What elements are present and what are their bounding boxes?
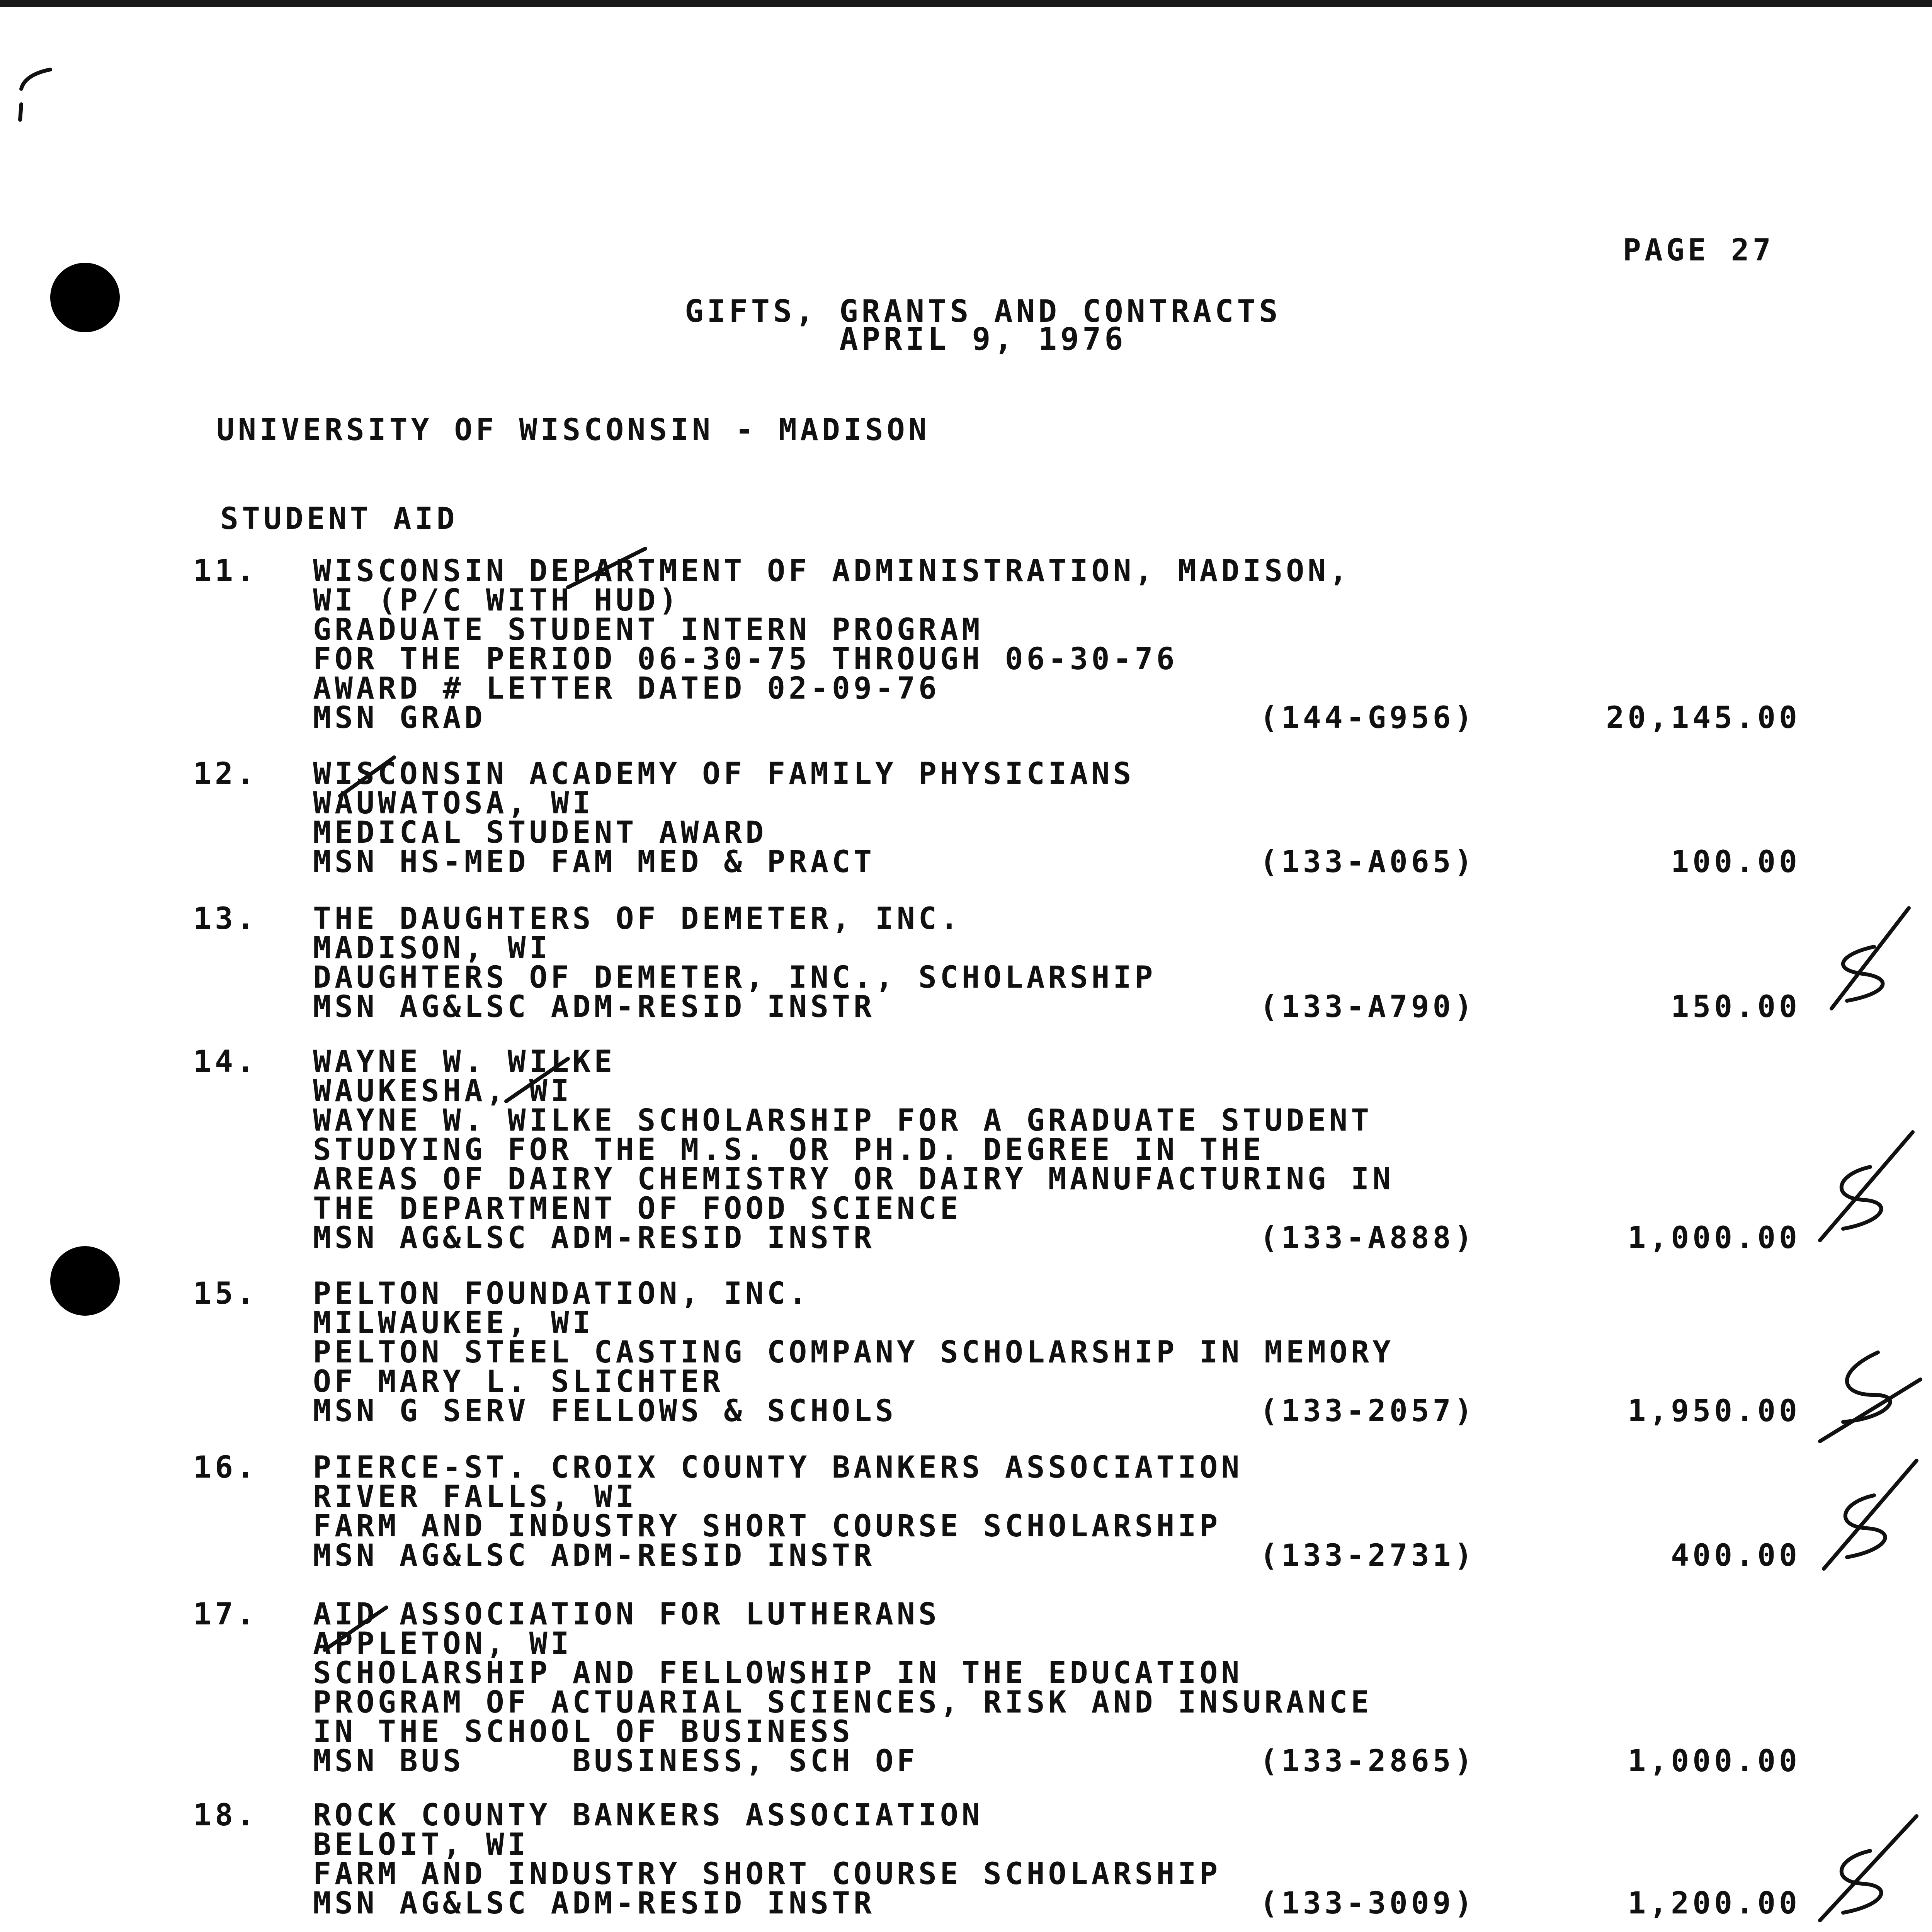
entry-line: GRADUATE STUDENT INTERN PROGRAM <box>313 612 983 647</box>
entry-line: STUDYING FOR THE M.S. OR PH.D. DEGREE IN THE <box>313 1133 1265 1167</box>
grant-amount: 1,200.00 <box>1628 1886 1801 1921</box>
institution-heading: UNIVERSITY OF WISCONSIN - MADISON <box>216 413 930 447</box>
document-title: GIFTS, GRANTS AND CONTRACTS <box>685 293 1281 329</box>
handwritten-check-mark-15 <box>1812 1337 1928 1453</box>
account-number: (133-A065) <box>1260 845 1476 879</box>
entry-line: PELTON FOUNDATION, INC. <box>313 1276 811 1311</box>
entry-description <box>313 1450 1243 1573</box>
entry-line: RIVER FALLS, WI <box>313 1480 638 1514</box>
entry-line: WI (P/C WITH HUD) <box>313 583 681 618</box>
entry-line: FARM AND INDUSTRY SHORT COURSE SCHOLARSHIP <box>313 1857 1221 1891</box>
entry-line: FOR THE PERIOD 06-30-75 THROUGH 06-30-76 <box>313 642 1178 677</box>
entry-line: BELOIT, WI <box>313 1827 529 1862</box>
punch-hole-middle <box>50 1246 120 1316</box>
grant-amount: 400.00 <box>1671 1538 1801 1573</box>
entry-line: WISCONSIN ACADEMY OF FAMILY PHYSICIANS <box>313 757 1135 791</box>
entry-line: MEDICAL STUDENT AWARD <box>313 815 767 850</box>
entry-line: MSN AG&LSC ADM-RESID INSTR <box>313 1221 875 1255</box>
entry-line: APPLETON, WI <box>313 1626 573 1661</box>
entry-line: MSN AG&LSC ADM-RESID INSTR <box>313 990 875 1024</box>
entry-description <box>313 759 1134 877</box>
section-heading: STUDENT AID <box>220 502 458 536</box>
entry-line: THE DAUGHTERS OF DEMETER, INC. <box>313 901 962 936</box>
account-number: (133-2731) <box>1260 1538 1476 1573</box>
handwritten-tick-14 <box>498 1051 576 1109</box>
entry-line: WISCONSIN DEPARTMENT OF ADMINISTRATION, MADISON, <box>313 554 1351 588</box>
handwritten-check-mark-13 <box>1816 900 1924 1024</box>
entry-line: MSN BUS BUSINESS, SCH OF <box>313 1744 918 1779</box>
entry-line: MSN G SERV FELLOWS & SCHOLS <box>313 1394 897 1429</box>
account-number: (133-A790) <box>1260 990 1476 1024</box>
grant-amount: 100.00 <box>1671 845 1801 879</box>
handwritten-tick-11 <box>560 541 653 595</box>
entry-line: AID ASSOCIATION FOR LUTHERANS <box>313 1597 940 1632</box>
handwritten-check-mark-18 <box>1808 1808 1924 1932</box>
corner-pen-mark <box>12 62 58 128</box>
handwritten-tick-12 <box>332 750 402 804</box>
entry-line: MILWAUKEE, WI <box>313 1306 594 1340</box>
grant-amount: 1,950.00 <box>1628 1394 1801 1429</box>
entry-description <box>313 901 1156 1024</box>
entry-number: 15. <box>193 1276 258 1311</box>
grant-amount: 1,000.00 <box>1628 1221 1801 1255</box>
grant-amount: 1,000.00 <box>1628 1744 1801 1779</box>
grant-amount: 20,145.00 <box>1606 701 1801 735</box>
entry-number: 18. <box>193 1798 258 1833</box>
entry-line: MSN GRAD <box>313 701 486 735</box>
entry-line: WAUWATOSA, WI <box>313 786 594 821</box>
entry-number: 16. <box>193 1450 258 1485</box>
entry-number: 13. <box>193 901 258 936</box>
entry-line: DAUGHTERS OF DEMETER, INC., SCHOLARSHIP <box>313 960 1156 995</box>
entry-description <box>313 1798 1221 1921</box>
entry-line: PELTON STEEL CASTING COMPANY SCHOLARSHIP IN MEMORY <box>313 1335 1394 1370</box>
entry-line: FARM AND INDUSTRY SHORT COURSE SCHOLARSHIP <box>313 1509 1221 1544</box>
entry-line: ROCK COUNTY BANKERS ASSOCIATION <box>313 1798 983 1833</box>
entry-line: MSN AG&LSC ADM-RESID INSTR <box>313 1538 875 1573</box>
entry-number: 11. <box>193 554 258 588</box>
entry-line: MSN AG&LSC ADM-RESID INSTR <box>313 1886 875 1921</box>
entry-description <box>313 1276 1394 1429</box>
account-number: (133-A888) <box>1260 1221 1476 1255</box>
entry-line: PROGRAM OF ACTUARIAL SCIENCES, RISK AND INSURANCE <box>313 1685 1373 1720</box>
entry-description <box>313 556 1351 733</box>
entry-line: IN THE SCHOOL OF BUSINESS <box>313 1714 854 1749</box>
entry-line: AWARD # LETTER DATED 02-09-76 <box>313 671 940 706</box>
page-number: PAGE 27 <box>1623 233 1774 268</box>
entry-line: OF MARY L. SLICHTER <box>313 1364 724 1399</box>
account-number: (133-3009) <box>1260 1886 1476 1921</box>
entry-line: MSN HS-MED FAM MED & PRACT <box>313 845 875 879</box>
entry-line: WAUKESHA, WI <box>313 1074 573 1109</box>
account-number: (133-2865) <box>1260 1744 1476 1779</box>
grant-amount: 150.00 <box>1671 990 1801 1024</box>
entry-number: 14. <box>193 1044 258 1079</box>
entry-number: 12. <box>193 757 258 791</box>
entry-line: MADISON, WI <box>313 931 551 966</box>
entry-description <box>313 1044 1394 1255</box>
entry-number: 17. <box>193 1597 258 1632</box>
entry-line: AREAS OF DAIRY CHEMISTRY OR DAIRY MANUFACTURING IN <box>313 1162 1394 1197</box>
entry-line: SCHOLARSHIP AND FELLOWSHIP IN THE EDUCATION <box>313 1656 1243 1690</box>
entry-line: WAYNE W. WILKE <box>313 1044 616 1079</box>
entry-line: WAYNE W. WILKE SCHOLARSHIP FOR A GRADUATE STUDENT <box>313 1103 1373 1138</box>
handwritten-check-mark-14 <box>1808 1124 1924 1252</box>
handwritten-check-mark-16 <box>1812 1453 1928 1580</box>
account-number: (144-G956) <box>1260 701 1476 735</box>
document-date: APRIL 9, 1976 <box>839 321 1127 357</box>
page-edge-top <box>0 0 1932 7</box>
entry-line: THE DEPARTMENT OF FOOD SCIENCE <box>313 1191 962 1226</box>
handwritten-tick-17 <box>317 1600 394 1658</box>
entry-line: PIERCE-ST. CROIX COUNTY BANKERS ASSOCIATION <box>313 1450 1243 1485</box>
account-number: (133-2057) <box>1260 1394 1476 1429</box>
